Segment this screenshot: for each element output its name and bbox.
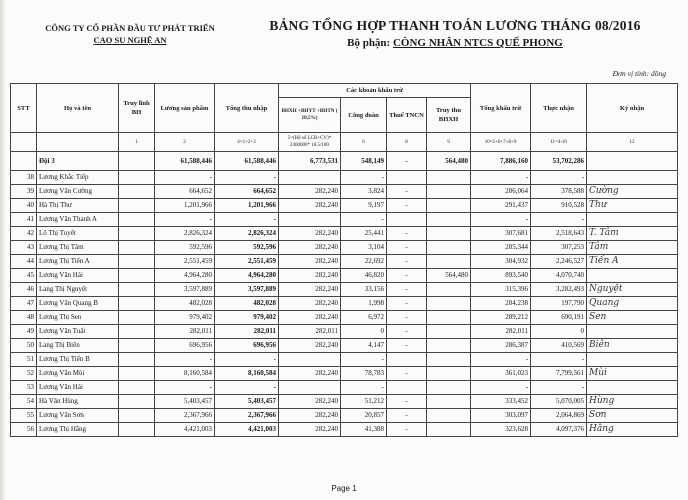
signature: Hằng (587, 423, 678, 437)
table-row (11, 409, 678, 423)
currency-unit: Đơn vị tính: đồng (612, 69, 666, 78)
row-thue: - (387, 283, 427, 297)
row-name: Lang Thị Nguyệt (37, 283, 119, 297)
row-tongkhautru: 284,238 (471, 297, 531, 311)
row-tongthunhap: 979,402 (215, 311, 279, 325)
row-tongthunhap: 2,826,324 (215, 227, 279, 241)
row-luongsp: 5,403,457 (155, 395, 215, 409)
row-stt: 45 (11, 269, 37, 283)
row-stt: 56 (11, 423, 37, 437)
row-name: Lương Văn Hải (37, 269, 119, 283)
row-truythu (427, 227, 471, 241)
col-bhxh: BHXH +BHYT +BHTN ( 10,5%) (279, 98, 341, 133)
row-tongkhautru: 333,452 (471, 395, 531, 409)
row-tongkhautru: 291,437 (471, 199, 531, 213)
row-stt: 46 (11, 283, 37, 297)
row-stt: 42 (11, 227, 37, 241)
row-truythu: 564,480 (427, 269, 471, 283)
row-tongthunhap: 2,367,966 (215, 409, 279, 423)
row-truythu (427, 409, 471, 423)
team-truythu: 564,480 (427, 152, 471, 171)
table-row (11, 395, 678, 409)
row-truythu (427, 325, 471, 339)
row-name: Lương Khắc Tiếp (37, 171, 119, 185)
row-truylinh (119, 227, 155, 241)
table-row (11, 283, 678, 297)
row-tongkhautru: 893,540 (471, 269, 531, 283)
index-cell: 1 (119, 133, 155, 152)
team-name: Đội 3 (37, 152, 119, 171)
row-bhxh (279, 353, 341, 367)
row-tongkhautru: - (471, 381, 531, 395)
table-row (11, 353, 678, 367)
row-name: Hà Thị Thư (37, 199, 119, 213)
signature: T. Tâm (587, 227, 678, 241)
table-row (11, 325, 678, 339)
table-row (11, 269, 678, 283)
row-luongsp: 696,956 (155, 339, 215, 353)
row-bhxh: 282,240 (279, 255, 341, 269)
row-truylinh (119, 255, 155, 269)
row-truythu (427, 339, 471, 353)
row-name: Lương Thị Tiến B (37, 353, 119, 367)
signature: Cường (587, 185, 678, 199)
signature (587, 269, 678, 283)
row-luongsp: 2,367,966 (155, 409, 215, 423)
row-stt: 49 (11, 325, 37, 339)
row-tongthunhap: 3,597,889 (215, 283, 279, 297)
row-tongkhautru: 289,212 (471, 311, 531, 325)
signature (587, 171, 678, 185)
row-congdoan: 78,783 (341, 367, 387, 381)
row-congdoan: 3,824 (341, 185, 387, 199)
index-cell: 8 (387, 133, 427, 152)
index-cell: 11=4-10 (531, 133, 587, 152)
col-truythu: Truy thu BHXH (427, 98, 471, 133)
table-row (11, 311, 678, 325)
row-tongthunhap: 1,201,966 (215, 199, 279, 213)
team-congdoan: 548,149 (341, 152, 387, 171)
row-thucnhan: 4,070,740 (531, 269, 587, 283)
document-title: BẢNG TỔNG HỢP THANH TOÁN LƯƠNG THÁNG 08/2016 (269, 18, 641, 33)
col-group-deductions: Các khoản khấu trừ (279, 84, 471, 98)
row-tongkhautru: 303,097 (471, 409, 531, 423)
row-truylinh (119, 325, 155, 339)
company-header (30, 22, 230, 46)
row-stt: 52 (11, 367, 37, 381)
row-bhxh: 282,011 (279, 325, 341, 339)
company-subname: CAO SU NGHỆ AN (93, 35, 167, 45)
row-congdoan: 25,441 (341, 227, 387, 241)
row-thue: - (387, 395, 427, 409)
row-tongkhautru: 286,387 (471, 339, 531, 353)
table-row (11, 171, 678, 185)
row-luongsp: 282,011 (155, 325, 215, 339)
row-luongsp: - (155, 213, 215, 227)
row-stt: 54 (11, 395, 37, 409)
row-tongthunhap: 282,011 (215, 325, 279, 339)
row-truythu (427, 213, 471, 227)
row-stt: 48 (11, 311, 37, 325)
index-row (11, 133, 678, 152)
table-row (11, 423, 678, 437)
row-stt: 51 (11, 353, 37, 367)
row-stt: 41 (11, 213, 37, 227)
row-thue: - (387, 325, 427, 339)
row-bhxh: 282,240 (279, 227, 341, 241)
row-tongkhautru: - (471, 353, 531, 367)
signature (587, 353, 678, 367)
row-truylinh (119, 395, 155, 409)
row-name: Lương Thị Hằng (37, 423, 119, 437)
row-luongsp: 979,402 (155, 311, 215, 325)
row-name: Lương Văn Sơn (37, 409, 119, 423)
index-cell: 6 (341, 133, 387, 152)
row-bhxh: 282,240 (279, 311, 341, 325)
row-tongkhautru: 286,064 (471, 185, 531, 199)
row-bhxh: 282,240 (279, 367, 341, 381)
row-bhxh: 282,240 (279, 241, 341, 255)
page-edge-shadow (0, 0, 6, 500)
row-tongthunhap: 5,403,457 (215, 395, 279, 409)
row-congdoan: 22,692 (341, 255, 387, 269)
row-bhxh (279, 213, 341, 227)
row-bhxh: 282,240 (279, 199, 341, 213)
row-tongthunhap: 2,551,459 (215, 255, 279, 269)
index-cell: 5=(Hệ số LCB+CV)* 2400000* 10.5/100 (279, 133, 341, 152)
row-name: Hà Văn Hùng (37, 395, 119, 409)
signature (587, 325, 678, 339)
department-label: Bộ phận: (347, 37, 391, 49)
row-thucnhan: 307,253 (531, 241, 587, 255)
col-kynhan: Ký nhận (587, 84, 678, 133)
row-tongthunhap: - (215, 213, 279, 227)
row-congdoan: 4,147 (341, 339, 387, 353)
table-row (11, 339, 678, 353)
row-thucnhan: - (531, 213, 587, 227)
table-row (11, 185, 678, 199)
row-congdoan: 20,857 (341, 409, 387, 423)
row-truythu (427, 423, 471, 437)
table-row (11, 381, 678, 395)
col-stt: STT (11, 84, 37, 133)
row-tongthunhap: 664,652 (215, 185, 279, 199)
page-footer: Page 1 (331, 484, 357, 493)
row-stt: 39 (11, 185, 37, 199)
row-name: Lương Văn Cường (37, 185, 119, 199)
row-tongkhautru: 285,344 (471, 241, 531, 255)
row-congdoan: 46,820 (341, 269, 387, 283)
row-bhxh: 282,240 (279, 269, 341, 283)
row-congdoan: - (341, 171, 387, 185)
row-thue: - (387, 297, 427, 311)
row-name: Lương Văn Tuất (37, 325, 119, 339)
department-line (240, 37, 670, 49)
row-tongkhautru: 307,681 (471, 227, 531, 241)
row-luongsp: 2,551,459 (155, 255, 215, 269)
row-tongthunhap: 592,596 (215, 241, 279, 255)
row-thue: - (387, 241, 427, 255)
row-tongthunhap: - (215, 171, 279, 185)
index-cell: 9 (427, 133, 471, 152)
row-truylinh (119, 367, 155, 381)
row-truylinh (119, 213, 155, 227)
row-luongsp: - (155, 171, 215, 185)
row-name: Lô Thị Tuyết (37, 227, 119, 241)
row-thue: - (387, 269, 427, 283)
col-tongthunhap: Tổng thu nhập (215, 84, 279, 133)
row-truylinh (119, 381, 155, 395)
row-truythu (427, 395, 471, 409)
table-row (11, 367, 678, 381)
row-congdoan: 9,197 (341, 199, 387, 213)
signature (587, 213, 678, 227)
row-bhxh: 282,240 (279, 409, 341, 423)
table-row (11, 199, 678, 213)
department-name: CÔNG NHÂN NTCS QUẾ PHONG (392, 37, 563, 49)
row-luongsp: 4,421,003 (155, 423, 215, 437)
row-thucnhan: 197,790 (531, 297, 587, 311)
row-thue (387, 171, 427, 185)
row-truythu (427, 283, 471, 297)
row-thucnhan: 7,799,561 (531, 367, 587, 381)
signature: Sen (587, 311, 678, 325)
team-thucnhan: 53,702,286 (531, 152, 587, 171)
row-truythu (427, 381, 471, 395)
row-luongsp: 664,652 (155, 185, 215, 199)
row-luongsp: 8,160,584 (155, 367, 215, 381)
row-congdoan: 41,388 (341, 423, 387, 437)
signature: Biên (587, 339, 678, 353)
row-tongkhautru: - (471, 213, 531, 227)
row-stt: 44 (11, 255, 37, 269)
row-tongthunhap: - (215, 381, 279, 395)
row-name: Lương Thị Sen (37, 311, 119, 325)
index-cell: 12 (587, 133, 678, 152)
row-congdoan: - (341, 381, 387, 395)
row-truythu (427, 297, 471, 311)
signature: Hùng (587, 395, 678, 409)
row-truylinh (119, 423, 155, 437)
row-truylinh (119, 171, 155, 185)
row-thue: - (387, 423, 427, 437)
team-total-row (11, 152, 678, 171)
row-truylinh (119, 185, 155, 199)
col-tongkhautru: Tổng khấu trừ (471, 84, 531, 133)
row-bhxh (279, 171, 341, 185)
row-thucnhan: 4,097,376 (531, 423, 587, 437)
row-congdoan: 1,998 (341, 297, 387, 311)
row-luongsp: 3,597,889 (155, 283, 215, 297)
row-thue: - (387, 367, 427, 381)
row-tongthunhap: 8,160,584 (215, 367, 279, 381)
team-tongkhautru: 7,886,160 (471, 152, 531, 171)
row-bhxh: 282,240 (279, 283, 341, 297)
row-name: Lương Văn Thanh A (37, 213, 119, 227)
row-truythu (427, 255, 471, 269)
col-congdoan: Công đoàn (341, 98, 387, 133)
col-thucnhan: Thực nhận (531, 84, 587, 133)
row-thucnhan: 378,588 (531, 185, 587, 199)
row-thue: - (387, 199, 427, 213)
row-luongsp: 1,201,966 (155, 199, 215, 213)
row-name: Lang Thị Biên (37, 339, 119, 353)
row-thue: - (387, 409, 427, 423)
team-bhxh: 6,773,531 (279, 152, 341, 171)
signature: Tâm (587, 241, 678, 255)
col-truylinh: Truy lĩnh BH (119, 84, 155, 133)
row-tongkhautru: 304,932 (471, 255, 531, 269)
row-congdoan: 33,156 (341, 283, 387, 297)
row-thucnhan: 910,528 (531, 199, 587, 213)
row-thucnhan: 2,518,643 (531, 227, 587, 241)
row-truylinh (119, 241, 155, 255)
row-bhxh (279, 381, 341, 395)
index-cell: 4=1+2+3 (215, 133, 279, 152)
row-thucnhan: 2,064,869 (531, 409, 587, 423)
signature: Thư (587, 199, 678, 213)
row-stt: 50 (11, 339, 37, 353)
row-tongkhautru: 315,396 (471, 283, 531, 297)
row-congdoan: - (341, 353, 387, 367)
row-bhxh: 282,240 (279, 185, 341, 199)
row-luongsp: - (155, 353, 215, 367)
row-thue: - (387, 185, 427, 199)
team-luongsp: 61,588,446 (155, 152, 215, 171)
row-thucnhan: 690,191 (531, 311, 587, 325)
row-truylinh (119, 409, 155, 423)
row-tongthunhap: 696,956 (215, 339, 279, 353)
payroll-table (10, 83, 678, 437)
row-congdoan: - (341, 213, 387, 227)
row-name: Lương Văn Mùi (37, 367, 119, 381)
row-bhxh: 282,240 (279, 395, 341, 409)
row-tongthunhap: 4,964,280 (215, 269, 279, 283)
row-name: Lương Thị Tiến A (37, 255, 119, 269)
row-tongthunhap: - (215, 353, 279, 367)
table-row (11, 241, 678, 255)
row-truythu (427, 185, 471, 199)
row-stt: 40 (11, 199, 37, 213)
row-truythu (427, 241, 471, 255)
row-congdoan: 0 (341, 325, 387, 339)
signature (587, 381, 678, 395)
row-luongsp: 482,028 (155, 297, 215, 311)
signature: Quang (587, 297, 678, 311)
team-tongthunhap: 61,588,446 (215, 152, 279, 171)
row-thucnhan: 410,569 (531, 339, 587, 353)
table-row (11, 255, 678, 269)
row-truylinh (119, 311, 155, 325)
row-thue: - (387, 339, 427, 353)
row-thucnhan: - (531, 171, 587, 185)
row-thue: - (387, 311, 427, 325)
row-tongkhautru: 361,023 (471, 367, 531, 381)
row-thue: - (387, 227, 427, 241)
col-thue: Thuế TNCN (387, 98, 427, 133)
row-truylinh (119, 283, 155, 297)
row-name: Lương Văn Quang B (37, 297, 119, 311)
index-cell: 2 (155, 133, 215, 152)
row-congdoan: 6,972 (341, 311, 387, 325)
row-thucnhan: 3,282,493 (531, 283, 587, 297)
col-luongsp: Lương sản phẩm (155, 84, 215, 133)
row-truythu (427, 199, 471, 213)
table-row (11, 213, 678, 227)
row-luongsp: 2,826,324 (155, 227, 215, 241)
row-congdoan: 51,212 (341, 395, 387, 409)
row-congdoan: 3,104 (341, 241, 387, 255)
row-truylinh (119, 353, 155, 367)
row-tongkhautru: 323,628 (471, 423, 531, 437)
row-stt: 55 (11, 409, 37, 423)
team-thue: - (387, 152, 427, 171)
row-tongthunhap: 482,028 (215, 297, 279, 311)
row-truythu (427, 311, 471, 325)
company-name: CÔNG TY CỔ PHẦN ĐẦU TƯ PHÁT TRIỂN (45, 23, 215, 33)
row-thue (387, 381, 427, 395)
row-thucnhan: - (531, 353, 587, 367)
row-thucnhan: 0 (531, 325, 587, 339)
row-stt: 43 (11, 241, 37, 255)
signature: Mùi (587, 367, 678, 381)
signature: Tiến A (587, 255, 678, 269)
row-bhxh: 282,240 (279, 339, 341, 353)
signature: Sơn (587, 409, 678, 423)
row-truythu (427, 367, 471, 381)
row-thue: - (387, 255, 427, 269)
row-truylinh (119, 269, 155, 283)
table-row (11, 297, 678, 311)
table-row (11, 227, 678, 241)
row-stt: 53 (11, 381, 37, 395)
row-tongkhautru: 282,011 (471, 325, 531, 339)
row-tongthunhap: 4,421,003 (215, 423, 279, 437)
row-thucnhan: 2,246,527 (531, 255, 587, 269)
header-row-1 (11, 84, 678, 98)
signature: Nguyệt (587, 283, 678, 297)
row-stt: 47 (11, 297, 37, 311)
row-luongsp: 592,596 (155, 241, 215, 255)
row-luongsp: 4,964,280 (155, 269, 215, 283)
col-name: Họ và tên (37, 84, 119, 133)
row-luongsp: - (155, 381, 215, 395)
row-thue (387, 353, 427, 367)
row-tongkhautru: - (471, 171, 531, 185)
row-thucnhan: - (531, 381, 587, 395)
row-truylinh (119, 199, 155, 213)
row-truylinh (119, 297, 155, 311)
row-bhxh: 282,240 (279, 297, 341, 311)
row-thucnhan: 5,070,005 (531, 395, 587, 409)
row-truythu (427, 353, 471, 367)
row-truythu (427, 171, 471, 185)
row-truylinh (119, 339, 155, 353)
row-name: Lương Văn Hải (37, 381, 119, 395)
row-bhxh: 282,240 (279, 423, 341, 437)
row-name: Lương Thị Tâm (37, 241, 119, 255)
row-stt: 38 (11, 171, 37, 185)
index-cell: 10=5+6+7+8+9 (471, 133, 531, 152)
row-thue (387, 213, 427, 227)
